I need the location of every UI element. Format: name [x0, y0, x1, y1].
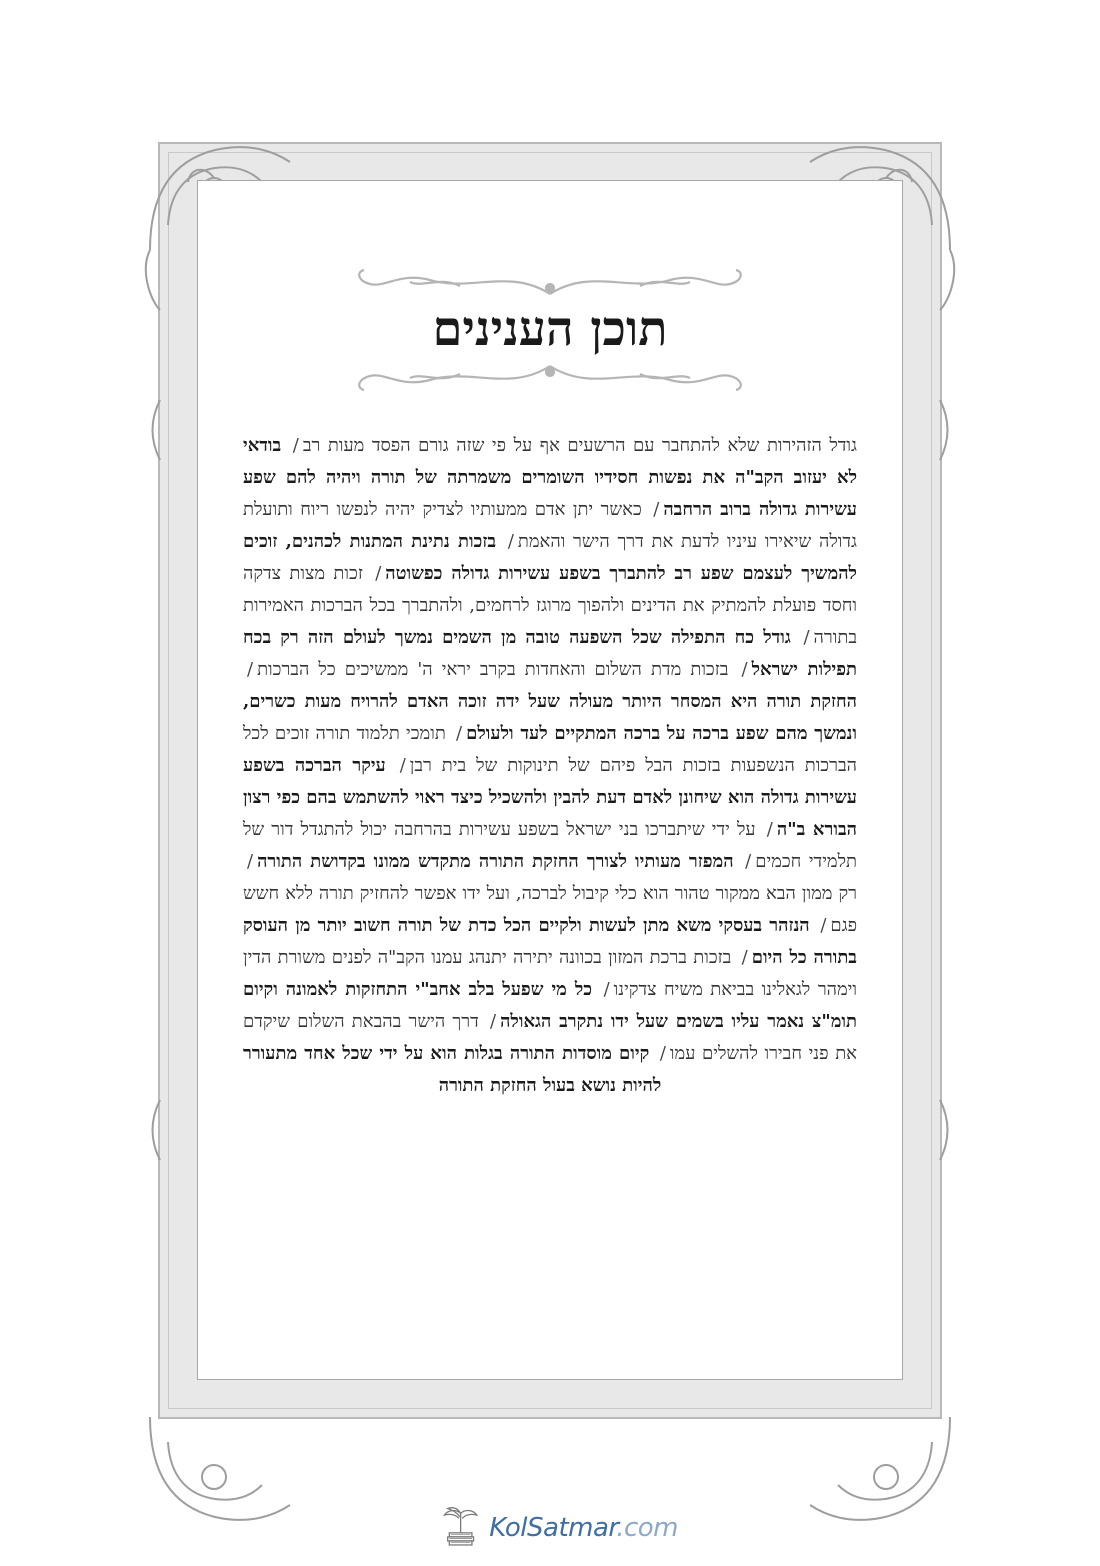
toc-item: דרך הישר בהבאת השלום שיקדם את פני חבירו להשלים עמו [243, 1011, 857, 1064]
logo-suffix: .com [616, 1513, 678, 1543]
toc-item: כל מי שפעל בלב אחב"י התחזקות לאמונה וקיום תומ"צ נאמר עליו בשמים שעל ידו נתקרב הגאולה [243, 979, 857, 1032]
toc-item: בזכות נתינת המתנות לכהנים, זוכים להמשיך לעצמם שפע רב להתברך בשפע עשירות גדולה כפשוטה [243, 531, 857, 584]
toc-separator: / [375, 563, 382, 584]
toc-separator: / [653, 499, 660, 520]
toc-separator: / [820, 915, 827, 936]
toc-body [243, 430, 857, 1102]
ornament-bottom-left-icon [150, 1417, 290, 1520]
toc-separator: / [507, 531, 514, 552]
toc-separator: / [489, 1011, 497, 1032]
toc-item: הנזהר בעסקי משא מתן לעשות ולקיים הכל כדת של תורה חשוב יותר מן העוסק בתורה כל היום [243, 915, 857, 968]
toc-item: על ידי שיתברכו בני ישראל בשפע עשירות בהרחבה יכול להתגדל דור של תלמידי חכמים [243, 819, 857, 872]
title-swirl-bottom-icon [330, 356, 770, 402]
toc-separator: / [292, 435, 299, 456]
toc-item: קיום מוסדות התורה בגלות הוא על ידי שכל אחד מתעורר להיות נושא בעול החזקת התורה [243, 1043, 662, 1096]
palm-tree-books-icon [438, 1500, 483, 1556]
toc-item: החזקת תורה היא המסחר היותר מעולה שעל ידה זוכה האדם להרויח מעות כשרים, ונמשך מהם שפע ברכה על ברכה המתקיים לעד ולעולם [243, 691, 857, 744]
logo-name: KolSatmar [489, 1513, 617, 1543]
logo-text [489, 1513, 678, 1543]
toc-separator: / [659, 1043, 666, 1064]
page-title: תוכן הענינים [432, 301, 668, 357]
toc-item: גודל כח התפילה שכל השפעה טובה מן השמים נמשך לעולם הזה רק בכח תפילות ישראל [243, 627, 857, 680]
toc-item: כאשר יתן אדם ממעותיו לצדיק יהיה לנפשו ריוח ותועלת גדולה שיאירו עיניו לדעת את דרך הישר והאמת [243, 499, 857, 552]
toc-separator: / [741, 659, 748, 680]
toc-separator: / [603, 979, 610, 1000]
ornament-bottom-right-icon [810, 1417, 950, 1520]
toc-item: עיקר הברכה בשפע עשירות גדולה הוא שיחונן לאדם דעת להבין ולהשכיל כיצד ראוי להשתמש בהם כפי רצון הבורא ב"ה [243, 755, 857, 840]
toc-item: המפזר מעותיו לצורך החזקת התורה מתקדש ממונו בקדושת התורה [257, 851, 734, 872]
toc-separator: / [741, 947, 748, 968]
toc-separator: / [803, 627, 810, 648]
toc-item: בזכות ברכת המזון בכוונה יתירה יתנהג עמנו הקב"ה לפנים משורת הדין וימהר לגאלינו בביאת משיח צדקינו [243, 947, 858, 1000]
toc-item: גודל הזהירות שלא להתחבר עם הרשעים אף על פי שזה גורם הפסד מעות רב [302, 435, 857, 456]
toc-item: תומכי תלמוד תורה זוכים לכל הברכות הנשפעות בזכות הבל פיהם של תינוקות של בית רבן [243, 723, 857, 776]
toc-item: רק ממון הבא ממקור טהור הוא כלי קיבול לברכה, ועל ידו אפשר להחזיק תורה ללא חשש פגם [243, 883, 857, 936]
toc-separator: / [745, 851, 752, 872]
toc-item: בזכות מדת השלום והאחדות בקרב יראי ה' ממשיכים כל הברכות [257, 659, 729, 680]
footer-logo[interactable] [438, 1500, 678, 1556]
toc-item: בודאי לא יעזוב הקב"ה את נפשות חסידיו השומרים משמרתה של תורה ויהיה להם שפע עשירות גדולה ברוב הרחבה [243, 435, 857, 520]
toc-separator: / [247, 659, 254, 680]
toc-separator: / [399, 755, 406, 776]
toc-separator: / [766, 819, 773, 840]
toc-item: זכות מצות צדקה וחסד פועלת להמתיק את הדינים ולהפוך מרוגז לרחמים, ולהתברך בכל הברכות האמירות בתורה [243, 563, 857, 648]
toc-separator: / [247, 851, 254, 872]
toc-separator: / [456, 723, 463, 744]
